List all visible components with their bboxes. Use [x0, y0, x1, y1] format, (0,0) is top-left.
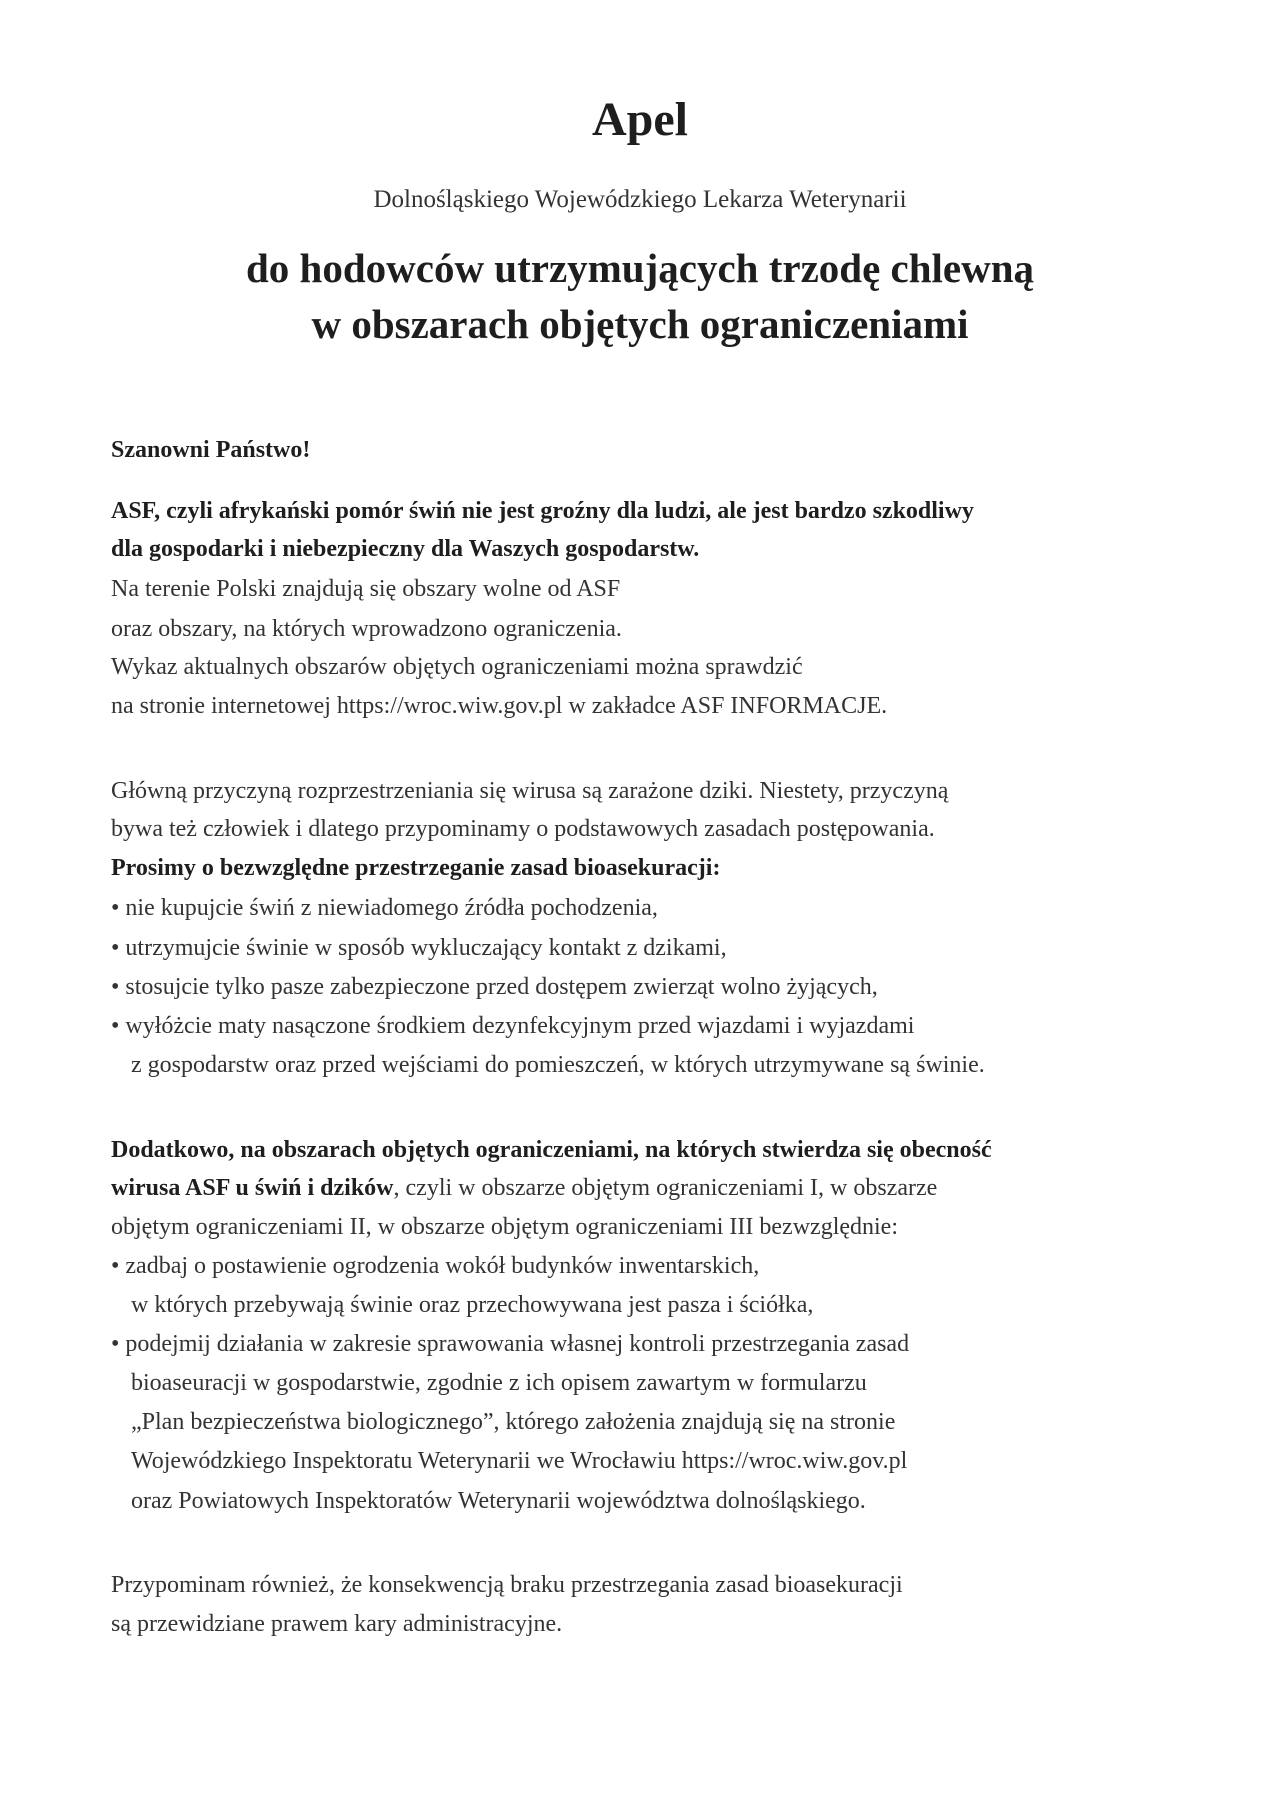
section1-line-5: Wykaz aktualnych obszarów objętych ograniczeniami można sprawdzić [111, 654, 803, 680]
section1-line-3: Na terenie Polski znajdują się obszary wolne od ASF [111, 576, 621, 602]
section3-bullet-2-cont-2: „Plan bezpieczeństwa biologicznego”, którego założenia znajdują się na stronie [131, 1409, 896, 1435]
bullet-symbol: • [111, 895, 120, 921]
section4-line-2: są przewidziane prawem kary administracyjne. [111, 1611, 563, 1637]
section2-line-2: bywa też człowiek i dlatego przypominamy o podstawowych zasadach postępowania. [111, 816, 935, 842]
bullet-text: nie kupujcie świń z niewiadomego źródła pochodzenia, [125, 895, 658, 921]
bullet-text: zadbaj o postawienie ogrodzenia wokół budynków inwentarskich, [125, 1253, 760, 1279]
section4-line-1: Przypominam również, że konsekwencją braku przestrzegania zasad bioasekuracji [111, 1572, 903, 1598]
bullet-symbol: • [111, 1013, 120, 1039]
bullet-text: podejmij działania w zakresie sprawowania własnej kontroli przestrzegania zasad [125, 1331, 910, 1357]
section2-bullet-1 [111, 895, 658, 922]
section2-bullet-4 [111, 1013, 914, 1040]
section2-bullet-2 [111, 935, 727, 962]
document-heading [0, 240, 1280, 352]
section3-line-2 [111, 1175, 937, 1202]
bullet-symbol: • [111, 935, 120, 961]
section3-bullet-2-cont-1: bioaseuracji w gospodarstwie, zgodnie z ich opisem zawartym w formularzu [131, 1370, 867, 1396]
bullet-symbol: • [111, 974, 120, 1000]
bullet-symbol: • [111, 1331, 120, 1357]
bullet-symbol: • [111, 1253, 120, 1279]
section2-bullet-4-cont: z gospodarstw oraz przed wejściami do pomieszczeń, w których utrzymywane są świnie. [131, 1052, 985, 1078]
section3-bullet-2 [111, 1331, 909, 1358]
section3-bold-fragment: wirusa ASF u świń i dzików [111, 1175, 394, 1201]
section3-bullet-1 [111, 1253, 759, 1280]
section3-bullet-2-cont-3: Wojewódzkiego Inspektoratu Weterynarii we Wrocławiu https://wroc.wiw.gov.pl [131, 1448, 908, 1474]
section2-line-1: Główną przyczyną rozprzestrzeniania się wirusa są zarażone dziki. Niestety, przyczyną [111, 778, 949, 804]
section1-bold-line-2: dla gospodarki i niebezpieczny dla Waszych gospodarstw. [111, 536, 700, 562]
section3-line-3: objętym ograniczeniami II, w obszarze objętym ograniczeniami III bezwzględnie: [111, 1214, 898, 1240]
section3-bullet-2-cont-4: oraz Powiatowych Inspektoratów Weterynarii województwa dolnośląskiego. [131, 1488, 866, 1514]
section3-bold-line-1: Dodatkowo, na obszarach objętych ograniczeniami, na których stwierdza się obecność [111, 1137, 992, 1163]
section1-bold-line-1: ASF, czyli afrykański pomór świń nie jest groźny dla ludzi, ale jest bardzo szkodliwy [111, 498, 974, 524]
section2-bold-line-3: Prosimy o bezwzględne przestrzeganie zasad bioasekuracji: [111, 855, 721, 881]
section3-bullet-1-cont: w których przebywają świnie oraz przechowywana jest pasza i ściółka, [131, 1292, 814, 1318]
bullet-text: wyłóżcie maty nasączone środkiem dezynfekcyjnym przed wjazdami i wyjazdami [125, 1013, 915, 1039]
bullet-text: stosujcie tylko pasze zabezpieczone przed dostępem zwierząt wolno żyjących, [125, 974, 878, 1000]
section1-line-6: na stronie internetowej https://wroc.wiw.gov.pl w zakładce ASF INFORMACJE. [111, 693, 888, 719]
section1-line-4: oraz obszary, na których wprowadzono ograniczenia. [111, 616, 622, 642]
heading-line-2: w obszarach objętych ograniczeniami [311, 301, 969, 347]
section2-bullet-3 [111, 974, 878, 1001]
document-title: Apel [592, 93, 688, 146]
document-subtitle: Dolnośląskiego Wojewódzkiego Lekarza Weterynarii [373, 186, 907, 213]
salutation: Szanowni Państwo! [111, 437, 311, 463]
heading-line-1: do hodowców utrzymujących trzodę chlewną [245, 245, 1035, 291]
section3-line-2-rest: , czyli w obszarze objętym ograniczeniami I, w obszarze [393, 1175, 938, 1201]
bullet-text: utrzymujcie świnie w sposób wykluczający kontakt z dzikami, [125, 935, 727, 961]
